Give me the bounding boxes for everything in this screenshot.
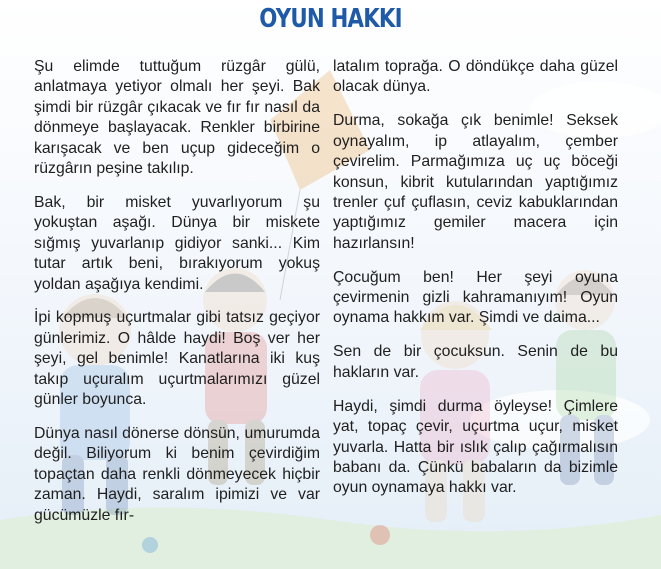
- paragraph: Şu elimde tuttuğum rüzgâr gülü, anlatmaya yetiyor olmalı her şeyi. Bak şimdi bir rüzgâr çıkacak ve fır fır nasıl da dönmeye başlayacak. Renkler birbirine karışacak ve ben uçup gideceğim o rüzgârın peşine takılıp.: [34, 58, 320, 178]
- paragraph: Durma, sokağa çık benimle! Seksek oynayalım, ip atlayalım, çember çevirelim. Parmağımıza uç uç böceği konsun, kibrit kutularından yaptığımız trenler çuf çuflasın, ceviz kabuklarından yaptığımız gemiler macera için hazırlansın!: [333, 112, 618, 252]
- left-text-column: [34, 57, 320, 540]
- paragraph: İpi kopmuş uçurtmalar gibi tatsız geçiyor günlerimiz. O hâlde haydi! Boş ver her şeyi, gel benimle! Kanatlarına iki kuş takıp uçuralım uçurtmalarımızı güzel günler boyunca.: [34, 309, 320, 409]
- paragraph: Çocuğum ben! Her şeyi oyuna çevirmenin gizli kahramanıyım! Oyun oynama hakkım var. Şimdi ve daima...: [333, 268, 618, 327]
- paragraph: Sen de bir çocuksun. Senin de bu hakların var.: [333, 343, 618, 381]
- right-text-column: [333, 57, 618, 512]
- page-title: OYUN HAKKI: [259, 4, 402, 34]
- paragraph: Bak, bir misket yuvarlıyorum şu yokuştan aşağı. Dünya bir miskete sığmış yuvarlanıp gidiyor sanki... Kim tutar artık beni, bırakıyorum yokuş yoldan aşağıya kendimi.: [34, 193, 320, 293]
- paragraph: Dünya nasıl dönerse dönsün, umurumda değil. Biliyorum ki benim çevirdiğim topaçtan daha renkli dönmeyecek hiçbir zaman. Haydi, saralım ipimizi ve var gücümüzle fır-: [34, 425, 320, 524]
- paragraph: latalım toprağa. O döndükçe daha güzel olacak dünya.: [333, 58, 618, 96]
- paragraph: Haydi, şimdi durma öyleyse! Çimlere yat, topaç çevir, uçurtma uçur, misket yuvarla. Hatta bir ıslık çalıp çağırmalısın babanı da. Çünkü babaların da bizimle oyun oynamaya hakkı var.: [333, 397, 618, 497]
